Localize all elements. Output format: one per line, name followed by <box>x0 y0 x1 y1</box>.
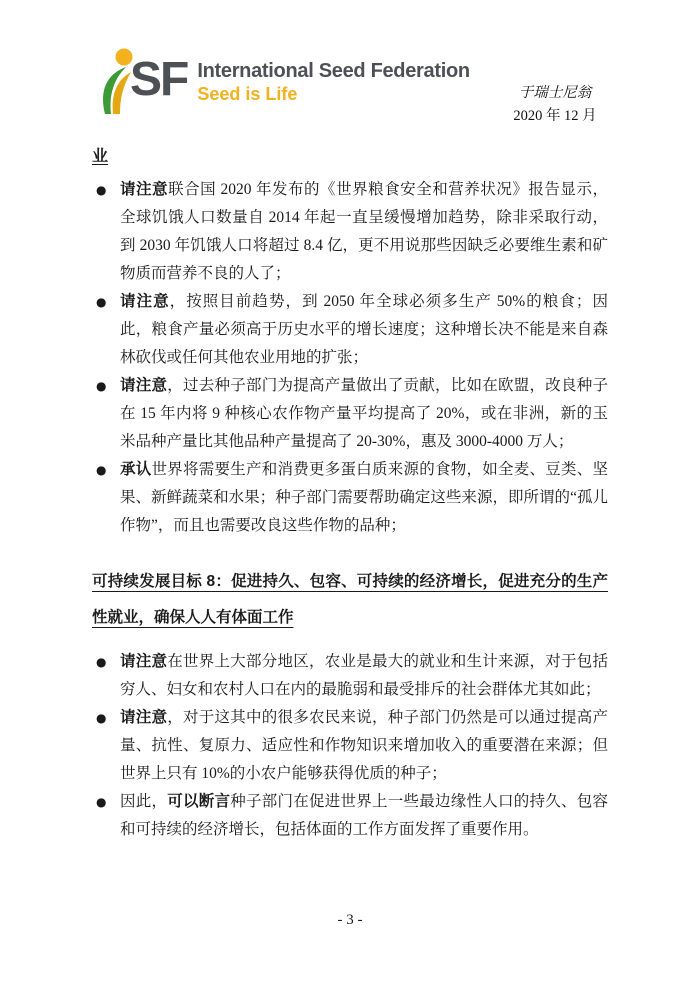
bullet-item: ● 请注意，对于这其中的很多农民来说，种子部门仍然是可以通过提高产量、抗性、复原力、适应性和作物知识来增加收入的重要潜在来源；但世界上只有 10%的小农户能够获得优质的种子； <box>92 704 608 788</box>
bullet-item: ● 请注意，过去种子部门为提高产量做出了贡献，比如在欧盟，改良种子在 15 年内将 9 种核心农作物产量平均提高了 20%，或在非洲，新的玉米品种产量比其他品种产量提高了 20-30%，惠及 3000-4000 万人； <box>92 372 608 456</box>
dateline-place: 于瑞士尼翁 <box>518 85 592 101</box>
dateline <box>500 82 610 128</box>
bullet-icon: ● <box>96 711 107 725</box>
org-name: International Seed Federation <box>197 60 470 82</box>
bullet-icon: ● <box>96 655 107 669</box>
bullet-item: ● 请注意在世界上大部分地区，农业是最大的就业和生计来源，对于包括穷人、妇女和农村人口在内的最脆弱和最受排斥的社会群体尤其如此； <box>92 648 608 704</box>
sdg8-section-heading: 可持续发展目标 8：促进持久、包容、可持续的经济增长，促进充分的生产性就业，确保人人有体面工作 <box>92 573 608 626</box>
bullet-icon: ● <box>96 183 107 197</box>
document-body <box>92 143 608 844</box>
bullet-icon: ● <box>96 463 107 477</box>
section2-bullet-list <box>92 648 608 844</box>
org-tagline: Seed is Life <box>197 84 298 104</box>
page-header <box>95 48 610 128</box>
dateline-date: 2020 年 12 月 <box>513 108 597 124</box>
isf-monogram: SF <box>130 53 188 106</box>
bullet-icon: ● <box>96 295 107 309</box>
isf-logo <box>95 48 470 114</box>
bullet-icon: ● <box>96 379 107 393</box>
bullet-item: ● 因此，可以断言种子部门在促进世界上一些最边缘性人口的持久、包容和可持续的经济增长，包括体面的工作方面发挥了重要作用。 <box>92 788 608 844</box>
bullet-icon: ● <box>96 795 107 809</box>
continued-section-title: 业 <box>92 148 109 165</box>
bullet-item: ● 请注意，按照目前趋势，到 2050 年全球必须多生产 50%的粮食；因此，粮食产量必须高于历史水平的增长速度；这种增长决不能是来自森林砍伐或任何其他农业用地的扩张； <box>92 288 608 372</box>
bullet-item: ● 承认世界将需要生产和消费更多蛋白质来源的食物，如全麦、豆类、坚果、新鲜蔬菜和水果；种子部门需要帮助确定这些来源，即所谓的“孤儿作物”，而且也需要改良这些作物的品种； <box>92 456 608 540</box>
section1-bullet-list <box>92 176 608 540</box>
bullet-item: ● 请注意联合国 2020 年发布的《世界粮食安全和营养状况》报告显示，全球饥饿人口数量自 2014 年起一直呈缓慢增加趋势，除非采取行动，到 2030 年饥饿人口将超过 8.4 亿，更不用说那些因缺乏必要维生素和矿物质而营养不良的人了； <box>92 176 608 288</box>
logo-text-block <box>197 48 469 105</box>
page-number: - 3 - <box>337 912 363 928</box>
